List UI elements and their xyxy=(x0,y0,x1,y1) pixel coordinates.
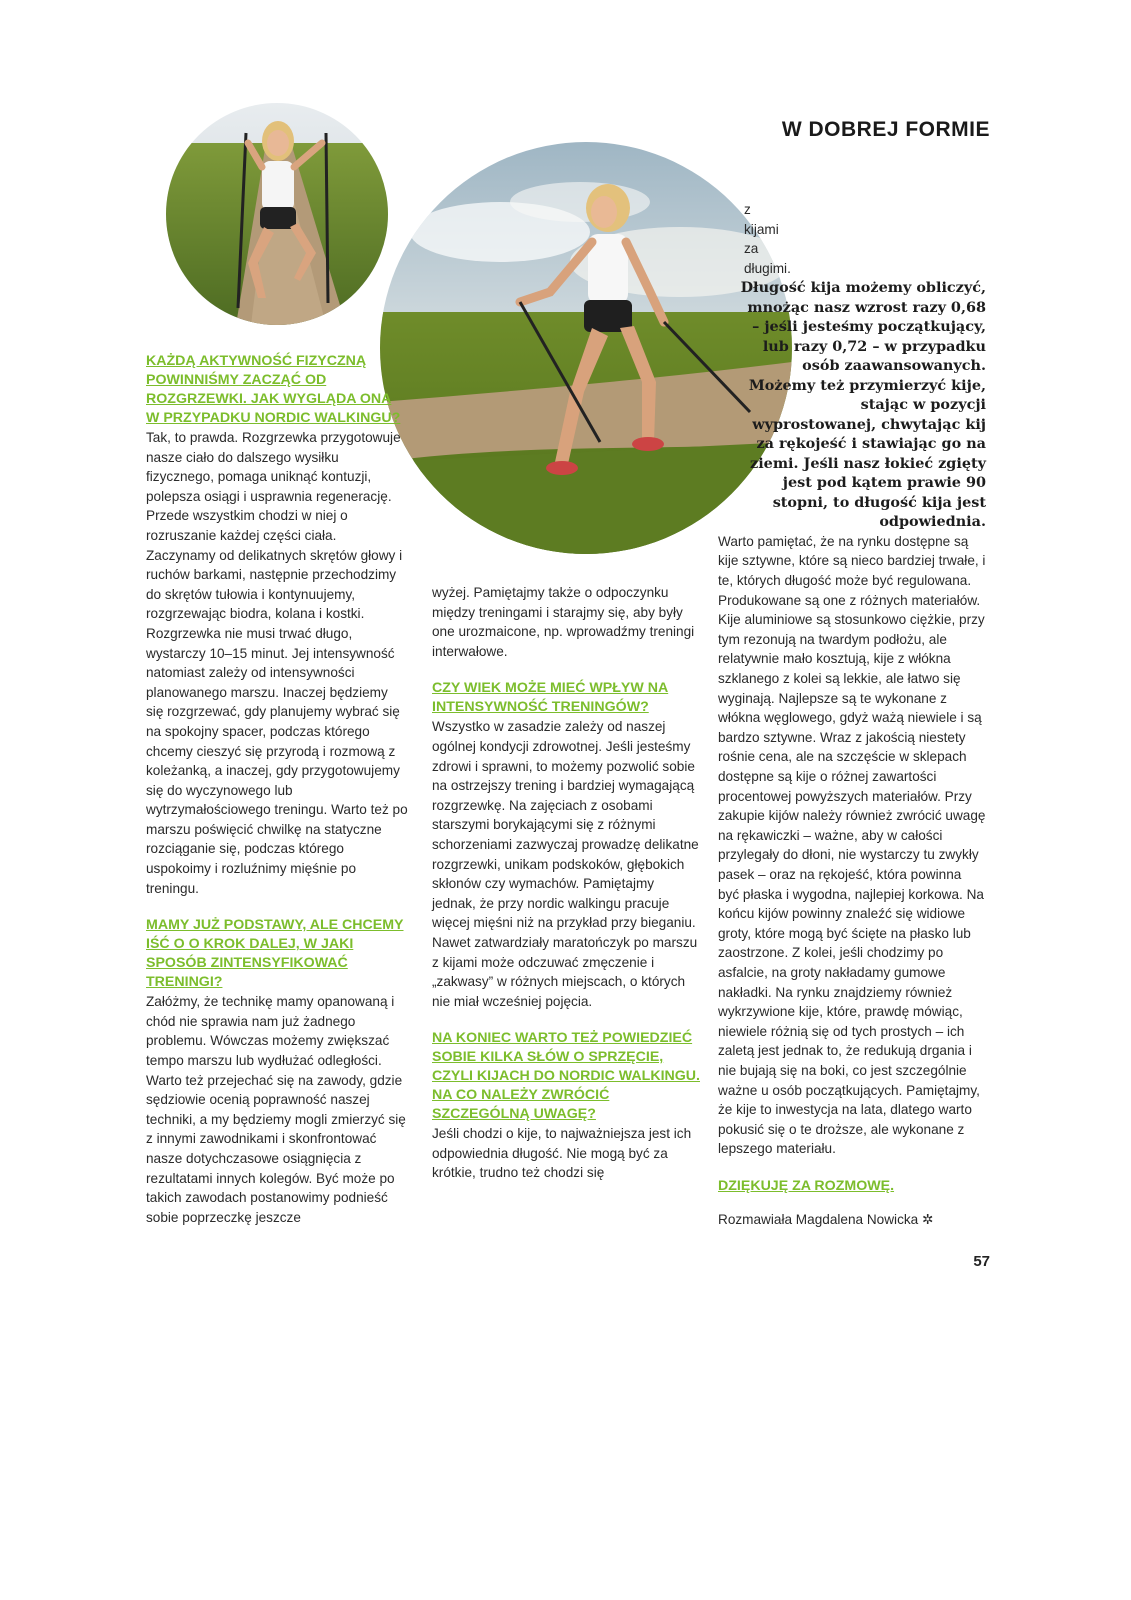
answer-age: Wszystko w zasadzie zależy od naszej ogólnej kondycji zdrowotnej. Jeśli jesteśmy zdrowi i sprawni, to możemy pozwolić sobie na ostrzejszy trening i bardziej wymagającą rozgrzewkę. Na zajęciach z osobami starszymi borykającymi się z różnymi schorzeniami zazwyczaj prowadzę delikatne rozgrzewki, unikam podskoków, głębokich skłonów czy wymachów. Pamiętajmy jednak, że przy nordic walkingu pracuje więcej mięśni niż na przykład przy bieganiu. Nawet zatwardziały maratończyk po marszu z kijami może odczuwać zmęczenie i „zakwasy” w różnych miejscach, o których nie miał wcześniej pojęcia. xyxy=(432,719,699,1009)
column-left xyxy=(146,352,408,1227)
thanks-line: DZIĘKUJĘ ZA ROZMOWĘ. xyxy=(718,1177,895,1194)
pole-length-highlight: Długość kija możemy obliczyć, mnożąc nasz wzrost razy 0,68 – jeśli jesteśmy początkujący, lub razy 0,72 – w przypadku osób zaawansowanych. Możemy też przymierzyć kije, stając w pozycji wyprostowanej, chwytając kij za rękojeść i stawiając go na ziemi. Jeśli nasz łokieć zgięty jest pod kątem prawie 90 stopni, to długość kija jest odpowiednia. xyxy=(740,279,986,531)
question-intensify: MAMY JUŻ PODSTAWY, ALE CHCEMY IŚĆ O O KROK DALEJ, W JAKI SPOSÓB ZINTENSYFIKOWAĆ TRENINGI? xyxy=(146,917,404,991)
answer-equipment-details: Warto pamiętać, że na rynku dostępne są kije sztywne, które są nieco bardziej trwałe, i te, których długość może być regulowana. Produkowane są one z różnych materiałów. Kije aluminiowe są stosunkowo ciężkie, przy tym rezonują na twardym podłożu, ale relatywnie mało kosztują, kije z włókna szklanego z kolei są lekkie, ale łatwo się wyginają. Najlepsze są te wykonane z włókna węglowego, gdyż ważą niewiele i są bardzo sztywne. Wraz z jakością niestety rośnie cena, ale na szczęście w sklepach dostępne są kije o różnej zawartości procentowej powyższych materiałów. Przy zakupie kijów należy również zwrócić uwagę na rękawiczki – ważne, aby w całości przylegały do dłoni, nie wystarczy tu zwykły pasek – oraz na rękojeść, która powinna być płaska i wygodna, najlepiej korkowa. Na końcu kijów powinny znaleźć się widiowe groty, które mogą być ścięte na płasko lub zaostrzone. Z kolei, jeśli chodzimy po asfalcie, na groty nakładamy gumowe nakładki. Na rynku znajdziemy również wykrzywione kije, które, prawdę mówiąc, niewiele różnią się od tych prostych – ich zaletą jest jednak to, że redukują drgania i nie bujają się na boki, co jest szczególnie ważne u osób początkujących. Pamiętajmy, że kije to inwestycja na lata, dlatego warto pokusić się o te droższe, ale wykonane z lepszego materiału. xyxy=(718,533,986,1157)
question-age: CZY WIEK MOŻE MIEĆ WPŁYW NA INTENSYWNOŚĆ TRENINGÓW? xyxy=(432,680,669,716)
question-warmup: KAŻDĄ AKTYWNOŚĆ FIZYCZNĄ POWINNIŚMY ZACZĄĆ OD ROZGRZEWKI. JAK WYGLĄDA ONA W PRZYPADKU NORDIC WALKINGU? xyxy=(146,353,401,426)
column-right xyxy=(718,200,986,1229)
byline: Rozmawiała Magdalena Nowicka ✲ xyxy=(718,1211,934,1227)
question-equipment: NA KONIEC WARTO TEŻ POWIEDZIEĆ SOBIE KILKA SŁÓW O SPRZĘCIE, CZYLI KIJACH DO NORDIC WALKINGU. NA CO NALEŻY ZWRÓCIĆ SZCZEGÓLNĄ UWAGĘ? xyxy=(432,1030,700,1123)
photo-woman-lunge xyxy=(166,103,388,325)
answer-warmup: Tak, to prawda. Rozgrzewka przygotowuje nasze ciało do dalszego wysiłku fizycznego, pomaga uniknąć kontuzji, polepsza osiągi i usprawnia regenerację. Przede wszystkim chodzi w niej o rozruszanie każdej części ciała. Zaczynamy od delikatnych skrętów głowy i ruchów barkami, następnie przechodzimy do skrętów tułowia i kontynuujemy, rozgrzewając biodra, kolana i kostki. Rozgrzewka nie musi trwać długo, wystarczy 10–15 minut. Jej intensywność natomiast zależy od intensywności planowanego marszu. Inaczej będziemy się rozgrzewać, gdy planujemy wybrać się na spokojny spacer, podczas którego chcemy cieszyć się przyrodą i rozmową z koleżanką, a inaczej, gdy przygotowujemy się do wyczynowego lub wytrzymałościowego treningu. Warto też po marszu poświęcić chwilkę na statyczne rozciąganie się, podczas którego uspokoimy i rozluźnimy mięśnie po treningu. xyxy=(146,430,408,896)
page-number: 57 xyxy=(973,1253,990,1270)
column-middle xyxy=(432,583,700,1183)
answer-intensify-continued: wyżej. Pamiętajmy także o odpoczynku między treningami i starajmy się, aby były one urozmaicone, np. wprowadźmy treningi interwałowe. xyxy=(432,585,695,659)
answer-intensify: Załóżmy, że technikę mamy opanowaną i chód nie sprawia nam już żadnego problemu. Wówczas możemy zwiększać tempo marszu lub wydłużać odległości. Warto też przejechać się na zawody, gdzie sędziowie ocenią poprawność naszej techniki, a my będziemy mogli zmierzyć się z innymi zawodnikami i skonfrontować nasze dotychczasowe osiągnięcia z rezultatami innych kolegów. Być może po takich zawodach postanowimy podnieść sobie poprzeczkę jeszcze xyxy=(146,994,406,1225)
answer-equipment-continued: z kijami za długimi. xyxy=(744,202,791,276)
answer-equipment: Jeśli chodzi o kije, to najważniejsza jest ich odpowiednia długość. Nie mogą być za krótkie, trudno też chodzi się xyxy=(432,1126,692,1181)
section-title: W DOBREJ FORMIE xyxy=(781,118,990,141)
